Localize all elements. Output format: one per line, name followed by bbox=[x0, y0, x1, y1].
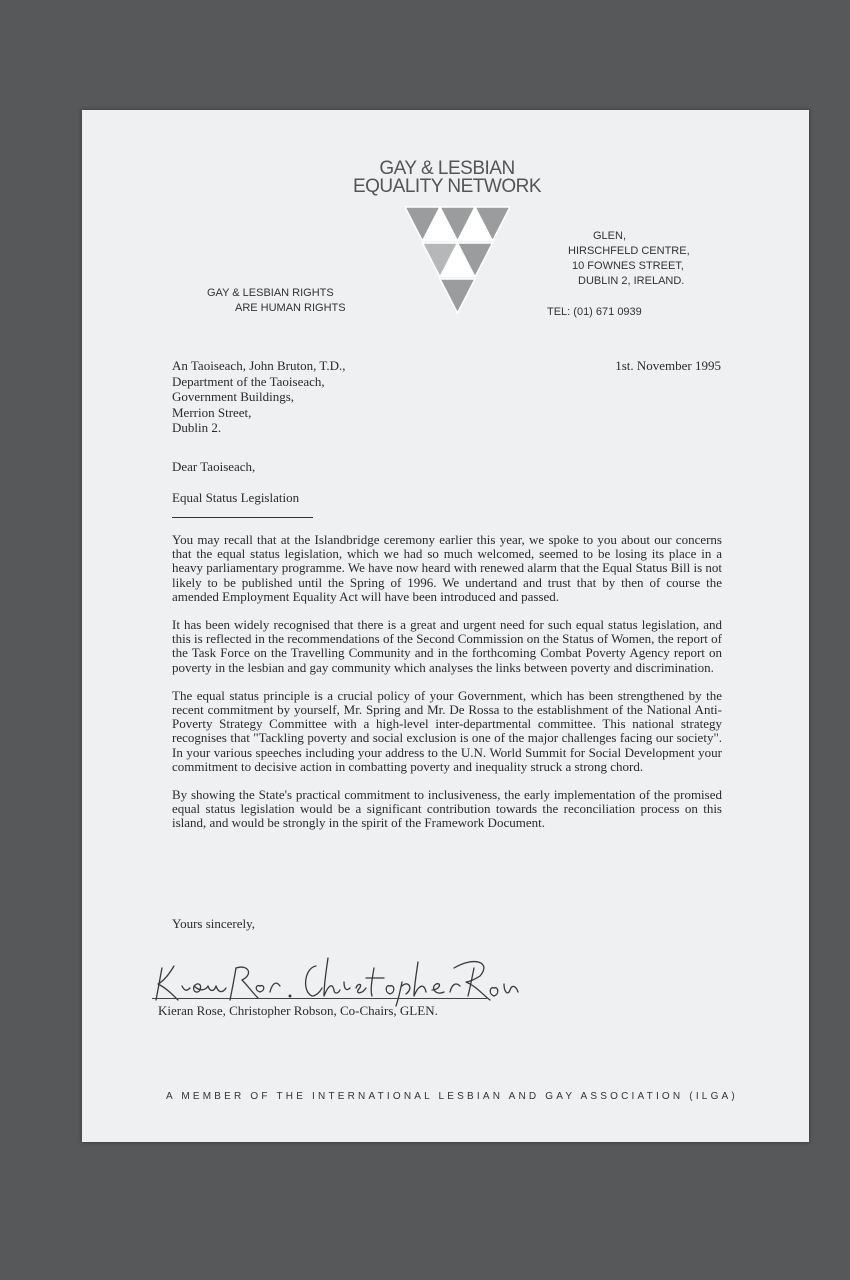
letter-page bbox=[82, 110, 809, 1142]
recipient-address bbox=[172, 358, 346, 436]
org-address bbox=[568, 229, 690, 289]
motto-line2: ARE HUMAN RIGHTS bbox=[235, 302, 346, 314]
recipient-line: Dublin 2. bbox=[172, 420, 222, 435]
salutation: Dear Taoiseach, bbox=[172, 459, 256, 474]
subject-line: Equal Status Legislation bbox=[172, 490, 300, 505]
recipient-line: An Taoiseach, John Bruton, T.D., bbox=[172, 358, 346, 373]
subject-underline bbox=[172, 517, 313, 518]
motto bbox=[207, 286, 357, 316]
handwritten-signature bbox=[144, 948, 524, 1008]
telephone: TEL: (01) 671 0939 bbox=[547, 306, 642, 318]
footer-membership: A MEMBER OF THE INTERNATIONAL LESBIAN AND GAY ASSOCIATION (ILGA) bbox=[166, 1091, 738, 1102]
paragraph: It has been widely recognised that there is a great and urgent need for such equal status legislation, and this is reflected in the recommendations of the Second Commission on the Status of Women, the report of the Task Force on the Travelling Community and in the forthcoming Combat Poverty Agency report on poverty in the lesbian and gay community which analyses the links between poverty and discrimination. bbox=[172, 617, 722, 675]
address-line: DUBLIN 2, IRELAND. bbox=[578, 275, 685, 287]
paragraph: By showing the State's practical commitment to inclusiveness, the early implementation of the promised equal status legislation would be a significant contribution towards the reconciliation process on this island, and would be strongly in the spirit of the Framework Document. bbox=[172, 787, 722, 831]
address-line: GLEN, bbox=[593, 230, 627, 242]
letter-body bbox=[172, 533, 722, 845]
signers-names: Kieran Rose, Christopher Robson, Co-Chairs, GLEN. bbox=[158, 1003, 438, 1018]
address-line: HIRSCHFELD CENTRE, bbox=[568, 245, 690, 257]
signature-line bbox=[152, 998, 487, 999]
recipient-line: Merrion Street, bbox=[172, 404, 252, 420]
letter-date: 1st. November 1995 bbox=[615, 358, 721, 373]
org-name-line2: EQUALITY NETWORK bbox=[352, 176, 541, 197]
paragraph: You may recall that at the Islandbridge ceremony earlier this year, we spoke to you about our concerns that the equal status legislation, which we had so much welcomed, seemed to be losing its place in a heavy parliamentary programme. We have now heard with renewed alarm that the Equal Status Bill is not likely to be published until the Spring of 1996. We undertand and trust that by then of course the amended Employment Equality Act will have been introduced and passed. bbox=[172, 532, 722, 604]
motto-line1: GAY & LESBIAN RIGHTS bbox=[207, 287, 334, 299]
triangle-logo-icon bbox=[405, 205, 510, 317]
address-line: 10 FOWNES STREET, bbox=[572, 260, 684, 272]
closing: Yours sincerely, bbox=[172, 916, 256, 931]
recipient-line: Government Buildings, bbox=[172, 389, 295, 404]
org-name-line1: GAY & LESBIAN bbox=[379, 158, 515, 179]
paragraph: The equal status principle is a crucial policy of your Government, which has been strengthened by the recent commitment by yourself, Mr. Spring and Mr. De Rossa to the establishment of the National Anti-Poverty Strategy Committee with a high-level inter-departmental committee. This national strategy recognises that "Tackling poverty and social exclusion is one of the major challenges facing our society". In your various speeches including your address to the U.N. World Summit for Social Development your commitment to decisive action in combatting poverty and inequality struck a strong chord. bbox=[172, 687, 722, 774]
org-name bbox=[352, 160, 542, 196]
recipient-line: Department of the Taoiseach, bbox=[172, 373, 325, 389]
